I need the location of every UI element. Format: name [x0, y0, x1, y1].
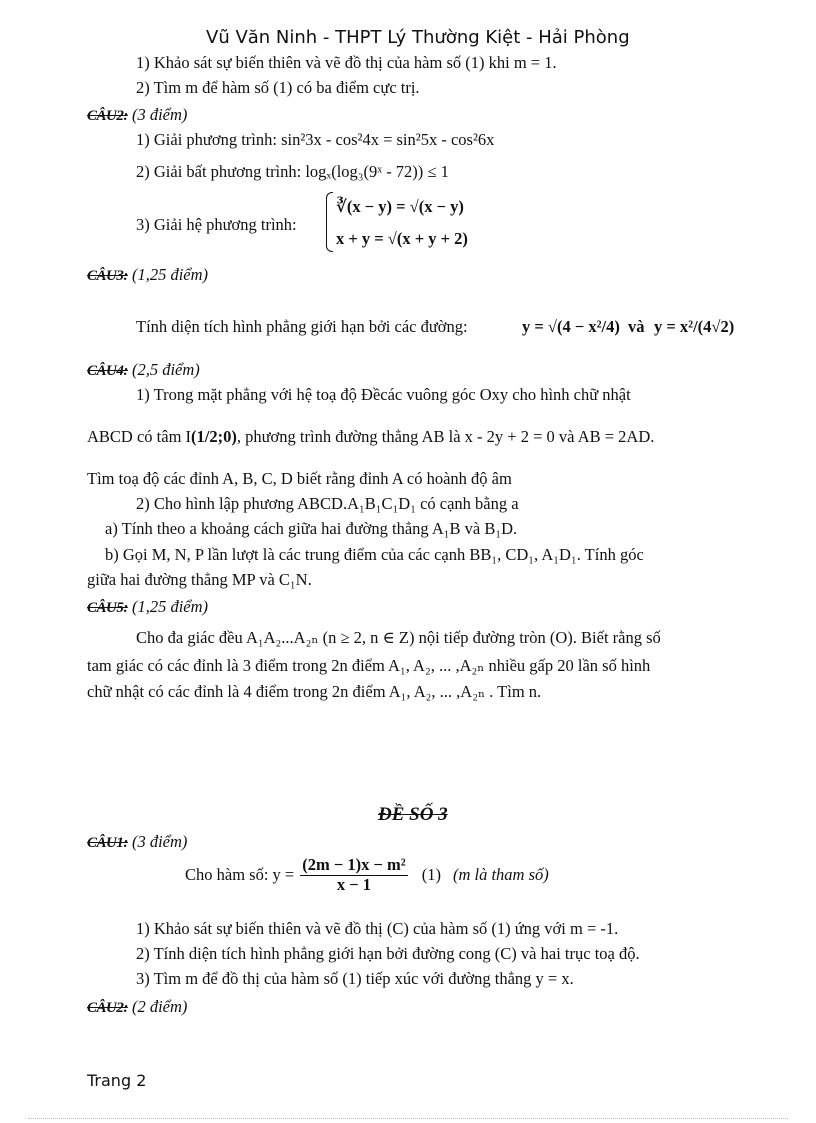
- center-point: (1/2;0): [191, 427, 237, 446]
- q3-label: CÂU3:: [87, 268, 128, 284]
- d3-func-denominator: x − 1: [336, 874, 372, 894]
- d3-func-numerator: (2m − 1)x − m²: [302, 855, 406, 874]
- q5-label: CÂU5:: [87, 600, 128, 616]
- q2-item-1: 1) Giải phương trình: sin²3x - cos²4x = sin²5x - cos²6x: [136, 130, 495, 149]
- d3-q1-points: (3 điểm): [131, 832, 188, 851]
- footer-divider: [28, 1118, 788, 1119]
- q4-line-2: [87, 427, 654, 447]
- q4-line-2b: , phương trình đường thẳng AB là x - 2y + 2 = 0 và AB = 2AD.: [236, 427, 655, 446]
- q3-and: và: [628, 317, 645, 336]
- d3-q1-item-1: 1) Khảo sát sự biến thiên và vẽ đồ thị (C) của hàm số (1) ứng với m = -1.: [136, 919, 619, 938]
- system-eq-1: ∛(x − y) = √(x − y): [336, 197, 464, 216]
- page-header: Vũ Văn Ninh - THPT Lý Thường Kiệt - Hải Phòng: [206, 27, 630, 48]
- q3-curve-2: y = x²/(4√2): [654, 317, 735, 336]
- d3-q2-heading: [87, 997, 187, 1017]
- page-footer: Trang 2: [87, 1071, 147, 1090]
- d3-q1-label: CÂU1:: [87, 835, 128, 851]
- d3-q2-label: CÂU2:: [87, 1000, 128, 1016]
- d3-func-fraction: [300, 856, 407, 895]
- d3-q1-item-3: 3) Tìm m để đồ thị của hàm số (1) tiếp xúc với đường thẳng y = x.: [136, 969, 574, 988]
- q2-label: CÂU2:: [87, 108, 128, 124]
- system-eq-2: x + y = √(x + y + 2): [336, 229, 468, 248]
- q4-points: (2,5 điểm): [131, 360, 200, 379]
- q2-points: (3 điểm): [131, 105, 188, 124]
- q3-points: (1,25 điểm): [131, 265, 209, 284]
- q4-line-3: Tìm toạ độ các đỉnh A, B, C, D biết rằng đỉnh A có hoành độ âm: [87, 469, 512, 488]
- q5-points: (1,25 điểm): [131, 597, 209, 616]
- q3-text: Tính diện tích hình phẳng giới hạn bởi các đường:: [136, 317, 468, 336]
- q3-curve-1: y = √(4 − x²/4): [522, 317, 620, 336]
- d3-func-tag: (1): [421, 865, 441, 885]
- q5-line-3: chữ nhật có các đỉnh là 4 điểm trong 2n điểm A₁, A₂, ... ,A₂ₙ . Tìm n.: [87, 682, 542, 701]
- q2-item-2: 2) Giải bất phương trình: logₓ(log₃(9ˣ - 72)) ≤ 1: [136, 162, 449, 181]
- q5-heading: [87, 597, 208, 617]
- q2-item-3-prefix: 3) Giải hệ phương trình:: [136, 215, 297, 234]
- q1-item-1: 1) Khảo sát sự biến thiên và vẽ đồ thị của hàm số (1) khi m = 1.: [136, 53, 557, 72]
- q4-heading: [87, 360, 200, 380]
- d3-q2-points: (2 điểm): [131, 997, 188, 1016]
- q4-label: CÂU4:: [87, 363, 128, 379]
- q4-line-7: giữa hai đường thẳng MP và C₁N.: [87, 570, 312, 589]
- q4-line-6: b) Gọi M, N, P lần lượt là các trung điểm của các cạnh BB₁, CD₁, A₁D₁. Tính góc: [105, 545, 644, 564]
- q4-line-5: a) Tính theo a khoảng cách giữa hai đường thẳng A₁B và B₁D.: [105, 519, 518, 538]
- q3-heading: [87, 265, 208, 285]
- q4-line-2a: ABCD có tâm I: [87, 427, 192, 446]
- q5-line-2: tam giác có các đỉnh là 3 điểm trong 2n điểm A₁, A₂, ... ,A₂ₙ nhiều gấp 20 lần số hình: [87, 656, 651, 675]
- d3-func-note: (m là tham số): [452, 865, 549, 885]
- exam-title: ĐỀ SỐ 3: [378, 804, 448, 825]
- q2-heading: [87, 105, 187, 125]
- d3-func-prefix: Cho hàm số: y =: [185, 865, 295, 885]
- q4-line-4: 2) Cho hình lập phương ABCD.A₁B₁C₁D₁ có cạnh bằng a: [136, 494, 519, 513]
- q5-line-1: Cho đa giác đều A₁A₂...A₂ₙ (n ≥ 2, n ∈ Z) nội tiếp đường tròn (O). Biết rằng số: [136, 628, 661, 647]
- d3-q1-heading: [87, 832, 187, 852]
- d3-function-line: [185, 856, 549, 895]
- system-brace: [326, 192, 333, 252]
- d3-q1-item-2: 2) Tính diện tích hình phẳng giới hạn bởi đường cong (C) và hai trục toạ độ.: [136, 944, 640, 963]
- q4-line-1: 1) Trong mặt phẳng với hệ toạ độ Đềcác vuông góc Oxy cho hình chữ nhật: [136, 385, 631, 404]
- q1-item-2: 2) Tìm m để hàm số (1) có ba điểm cực trị.: [136, 78, 420, 97]
